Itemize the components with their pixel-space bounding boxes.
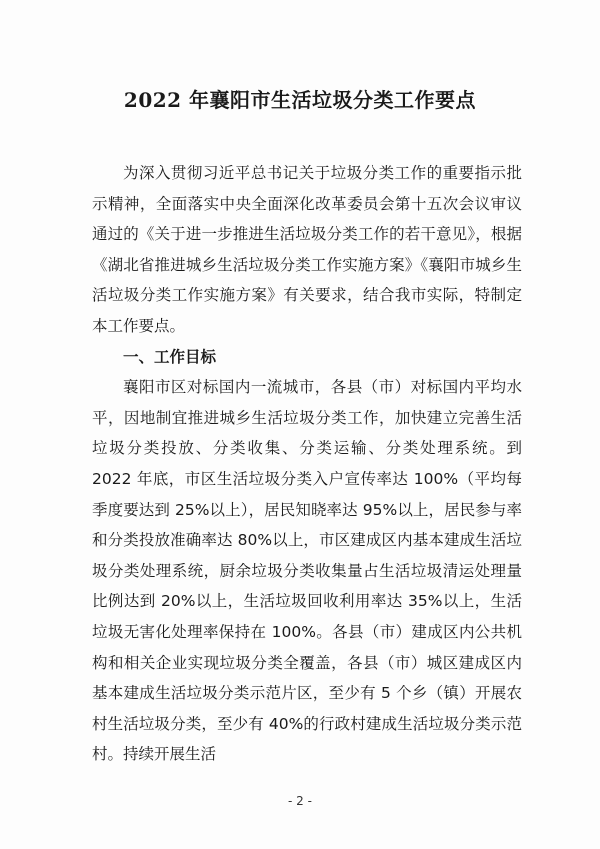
page-number: - 2 - xyxy=(288,794,312,808)
intro-paragraph: 为深入贯彻习近平总书记关于垃圾分类工作的重要指示批示精神，全面落实中央全面深化改革委员会第十五次会议审议通过的《关于进一步推进生活垃圾分类工作的若干意见》，根据《湖北省推进城乡生活垃圾分类工作实施方案》《襄阳市城乡生活垃圾分类工作实施方案》有关要求，结合我市实际，特制定本工作要点。 xyxy=(92,164,522,335)
section-heading: 一、工作目标 xyxy=(123,347,217,366)
section-paragraph: 襄阳市区对标国内一流城市，各县（市）对标国内平均水平，因地制宜推进城乡生活垃圾分类工作，加快建立完善生活垃圾分类投放、分类收集、分类运输、分类处理系统。到 2022 年底，市区生活垃圾分类入户宣传率达 100%（平均每季度要达到 25%以上），居民知晓率达 95%以上，居民参与率和分类投放准确率达 80%以上，市区建成区内基本建成生活垃圾分类处理系统，厨余垃圾分类收集量占生活垃圾清运处理量比例达到 20%以上，生活垃圾回收利用率达 35%以上，生活垃圾无害化处理率保持在 100%。各县（市）建成区内公共机构和相关企业实现垃圾分类全覆盖，各县（市）城区建成区内基本建成生活垃圾分类示范片区，至少有 5 个乡（镇）开展农村生活垃圾分类，至少有 40%的行政村建成生活垃圾分类示范村。持续开展生活 xyxy=(92,378,522,764)
document-body xyxy=(92,158,522,770)
document-title: 2022 年襄阳市生活垃圾分类工作要点 xyxy=(123,88,477,112)
